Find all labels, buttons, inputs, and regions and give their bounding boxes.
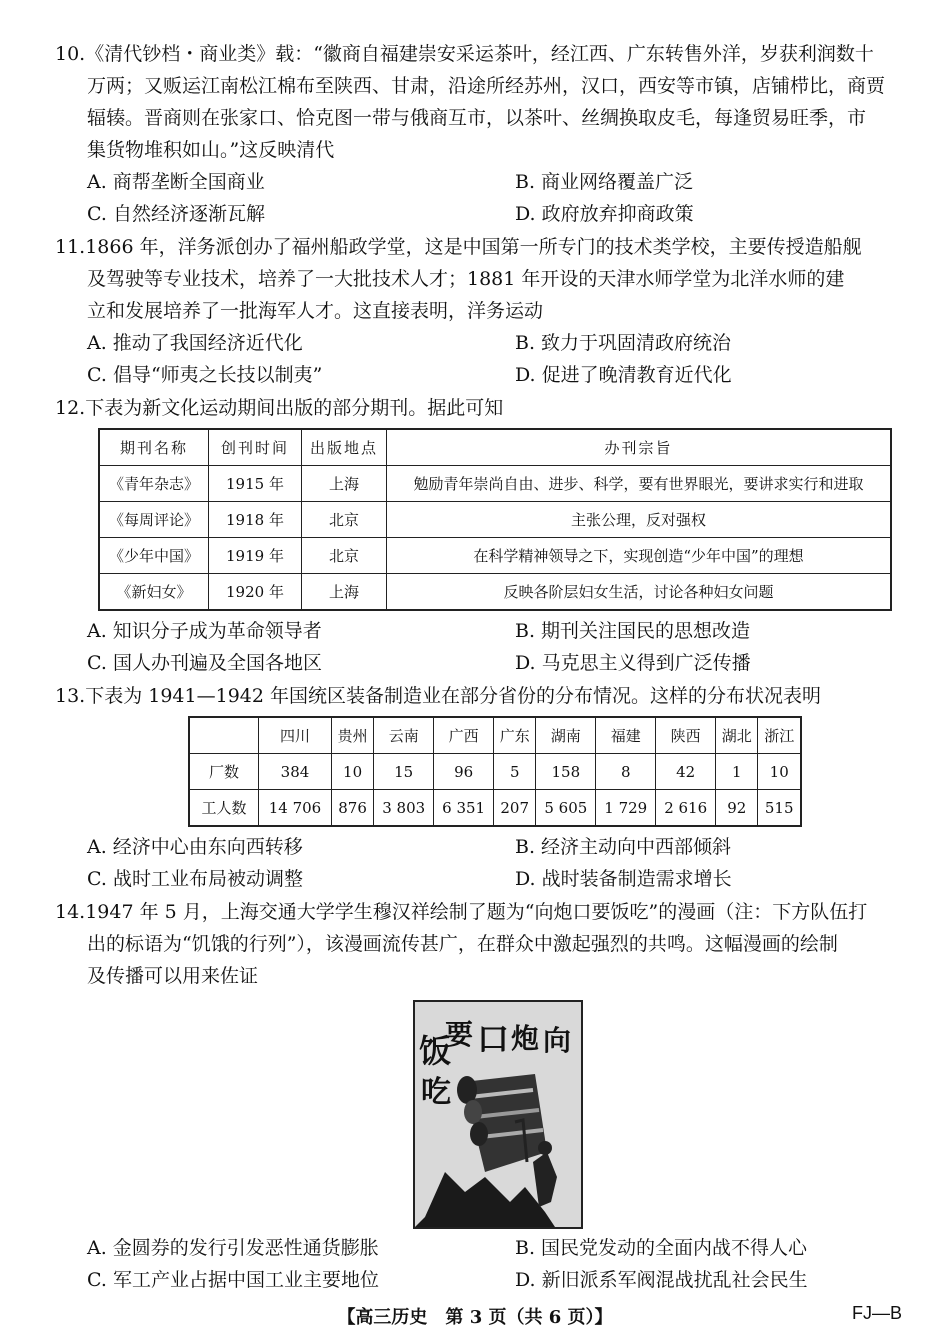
table-header-cell: 期刊名称 [99,429,209,466]
question-number: 14. [55,901,86,923]
q11-option-d[interactable]: D. 促进了晚清教育近代化 [515,364,732,386]
table-cell: 1920 年 [209,574,302,611]
cartoon-title-char: 口 [477,1020,510,1058]
table-header-cell: 湖南 [536,717,596,754]
table-corner-cell [189,717,259,754]
table-cell: 6 351 [434,790,494,827]
question-number: 12. [55,397,86,419]
q10-option-a[interactable]: A. 商帮垄断全国商业 [87,171,265,193]
q12-option-b[interactable]: B. 期刊关注国民的思想改造 [515,620,751,642]
cartoon-title-char: 饭 [419,1032,452,1070]
table-cell: 5 605 [536,790,596,827]
q11-option-b[interactable]: B. 致力于巩固清政府统治 [515,332,732,354]
table-row [99,502,891,538]
question-14-stem: 14.1947 年 5 月，上海交通大学学生穆汉祥绘制了题为“向炮口要饭吃”的漫画（注：下方队伍打 出的标语为“饥饿的行列”），该漫画流传甚广，在群众中激起强烈的共鸣。这幅漫画的绘制 及传播可以用来佐证 [55,901,868,987]
footer-code: FJ—B [851,1303,902,1323]
q13-option-c[interactable]: C. 战时工业布局被动调整 [87,868,303,890]
table-cell: 384 [259,754,332,790]
table-cell: 876 [331,790,373,827]
table-cell: 1919 年 [209,538,302,574]
table-cell: 《少年中国》 [99,538,209,574]
footer-title: 【高三历史 第 3 页（共 6 页）】 [337,1307,613,1328]
q12-option-c[interactable]: C. 国人办刊遍及全国各地区 [87,652,322,674]
manufacturing-table [188,716,802,827]
question-number: 10. [55,43,86,65]
cartoon-illustration [415,1002,581,1227]
table-cell: 北京 [302,538,387,574]
q11-option-a[interactable]: A. 推动了我国经济近代化 [87,332,303,354]
question-number: 11. [55,236,86,258]
table-header-cell: 创刊时间 [209,429,302,466]
table-header-row [189,717,801,754]
table-header-cell: 贵州 [331,717,373,754]
q12-option-d[interactable]: D. 马克思主义得到广泛传播 [515,652,751,674]
cartoon-title-char: 要 [445,1018,474,1051]
table-header-cell: 四川 [259,717,332,754]
table-cell: 10 [758,754,801,790]
question-number: 13. [55,685,86,707]
table-cell: 8 [596,754,656,790]
q10-option-c[interactable]: C. 自然经济逐渐瓦解 [87,203,265,225]
q14-option-a[interactable]: A. 金圆券的发行引发恶性通货膨胀 [87,1237,379,1259]
table-cell: 反映各阶层妇女生活，讨论各种妇女问题 [387,574,892,611]
table-row-label: 厂数 [189,754,259,790]
table-cell: 《每周评论》 [99,502,209,538]
table-cell: 1915 年 [209,466,302,502]
table-header-cell: 浙江 [758,717,801,754]
table-cell: 158 [536,754,596,790]
table-cell: 1918 年 [209,502,302,538]
table-header-cell: 陕西 [656,717,716,754]
table-cell: 3 803 [374,790,434,827]
table-row [189,754,801,790]
table-cell: 15 [374,754,434,790]
table-cell: 10 [331,754,373,790]
table-cell: 上海 [302,574,387,611]
q14-option-d[interactable]: D. 新旧派系军阀混战扰乱社会民生 [515,1269,808,1291]
table-cell: 515 [758,790,801,827]
table-cell: 96 [434,754,494,790]
question-10-stem: 10.《清代钞档・商业类》载：“徽商自福建崇安采运茶叶，经江西、广东转售外洋，岁获利润数十 万两；又贩运江南松江棉布至陕西、甘肃，沿途所经苏州，汉口，西安等市镇，店铺栉比，商贾 辐辏。晋商则在张家口、恰克图一带与俄商互市，以茶叶、丝绸换取皮毛，每逢贸易旺季，市 集货物堆积如山。”这反映清代 [55,43,886,161]
page-footer [0,1303,950,1333]
table-cell: 上海 [302,466,387,502]
q14-option-b[interactable]: B. 国民党发动的全面内战不得人心 [515,1237,808,1259]
table-cell: 14 706 [259,790,332,827]
question-11-stem: 11.1866 年，洋务派创办了福州船政学堂，这是中国第一所专门的技术类学校，主要传授造船舰 及驾驶等专业技术，培养了一大批技术人才；1881 年开设的天津水师学堂为北洋水师的建 立和发展培养了一批海军人才。这直接表明，洋务运动 [55,236,862,322]
cartoon-image [413,1000,583,1229]
q10-option-b[interactable]: B. 商业网络覆盖广泛 [515,171,694,193]
q13-option-b[interactable]: B. 经济主动向中西部倾斜 [515,836,732,858]
cartoon-title-char: 吃 [421,1075,451,1110]
cartoon-title-char: 向 [543,1024,572,1057]
q12-option-a[interactable]: A. 知识分子成为革命领导者 [87,620,322,642]
q10-option-d[interactable]: D. 政府放弃抑商政策 [515,203,694,225]
table-cell: 《青年杂志》 [99,466,209,502]
table-row [99,466,891,502]
table-cell: 《新妇女》 [99,574,209,611]
table-header-cell: 云南 [374,717,434,754]
table-header-cell: 广东 [494,717,536,754]
table-cell: 5 [494,754,536,790]
table-row [99,538,891,574]
q14-option-c[interactable]: C. 军工产业占据中国工业主要地位 [87,1269,379,1291]
cartoon-title-char: 炮 [511,1022,540,1055]
question-12-stem: 12.下表为新文化运动期间出版的部分期刊。据此可知 [55,397,504,419]
table-cell: 勉励青年崇尚自由、进步、科学，要有世界眼光，要讲求实行和进取 [387,466,892,502]
q13-option-d[interactable]: D. 战时装备制造需求增长 [515,868,732,890]
question-13-stem: 13.下表为 1941—1942 年国统区装备制造业在部分省份的分布情况。这样的分布状况表明 [55,685,822,707]
table-cell: 主张公理，反对强权 [387,502,892,538]
table-row-label: 工人数 [189,790,259,827]
table-cell: 207 [494,790,536,827]
table-cell: 92 [716,790,758,827]
table-header-cell: 福建 [596,717,656,754]
table-cell: 在科学精神领导之下，实现创造“少年中国”的理想 [387,538,892,574]
q13-option-a[interactable]: A. 经济中心由东向西转移 [87,836,303,858]
table-header-cell: 广西 [434,717,494,754]
table-row [189,790,801,827]
table-cell: 北京 [302,502,387,538]
table-row [99,574,891,611]
periodicals-table [98,428,892,611]
table-cell: 1 [716,754,758,790]
table-header-cell: 办刊宗旨 [387,429,892,466]
table-cell: 1 729 [596,790,656,827]
table-header-cell: 湖北 [716,717,758,754]
table-header-cell: 出版地点 [302,429,387,466]
q11-option-c[interactable]: C. 倡导“师夷之长技以制夷” [87,364,323,386]
table-cell: 2 616 [656,790,716,827]
table-cell: 42 [656,754,716,790]
table-header-row [99,429,891,466]
